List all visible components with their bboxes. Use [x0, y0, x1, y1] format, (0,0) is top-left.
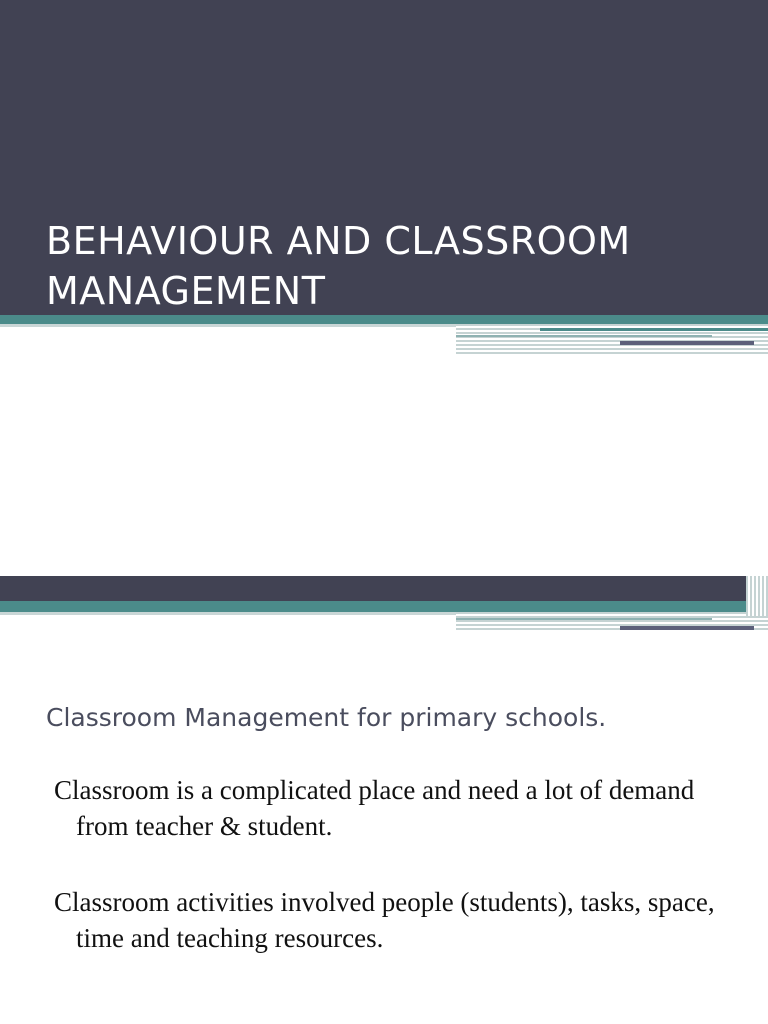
dark-line [540, 328, 768, 331]
header-band [0, 576, 768, 601]
slate-line [620, 626, 754, 630]
bullet-text: Classroom activities involved people (students), tasks, space, time and teaching resources. [54, 887, 715, 953]
slide-title-line-2: MANAGEMENT [46, 269, 326, 313]
slide-heading: Classroom Management for primary schools. [46, 703, 607, 732]
teal-stripe [0, 601, 750, 612]
bullet-item [54, 884, 734, 956]
light-stripe [0, 324, 456, 327]
slide-title-line-1: BEHAVIOUR AND CLASSROOM [46, 219, 631, 263]
teal-stripe [0, 315, 768, 324]
bullet-item [54, 772, 734, 844]
right-edge-stripes [746, 576, 768, 616]
bullet-text: Classroom is a complicated place and need a lot of demand from teacher & student. [54, 775, 695, 841]
teal-short-line [456, 618, 712, 620]
light-stripe [0, 612, 456, 615]
slide-title [46, 216, 746, 316]
content-slide [0, 576, 768, 1024]
slate-line [620, 341, 754, 345]
teal-short-line [456, 335, 712, 337]
